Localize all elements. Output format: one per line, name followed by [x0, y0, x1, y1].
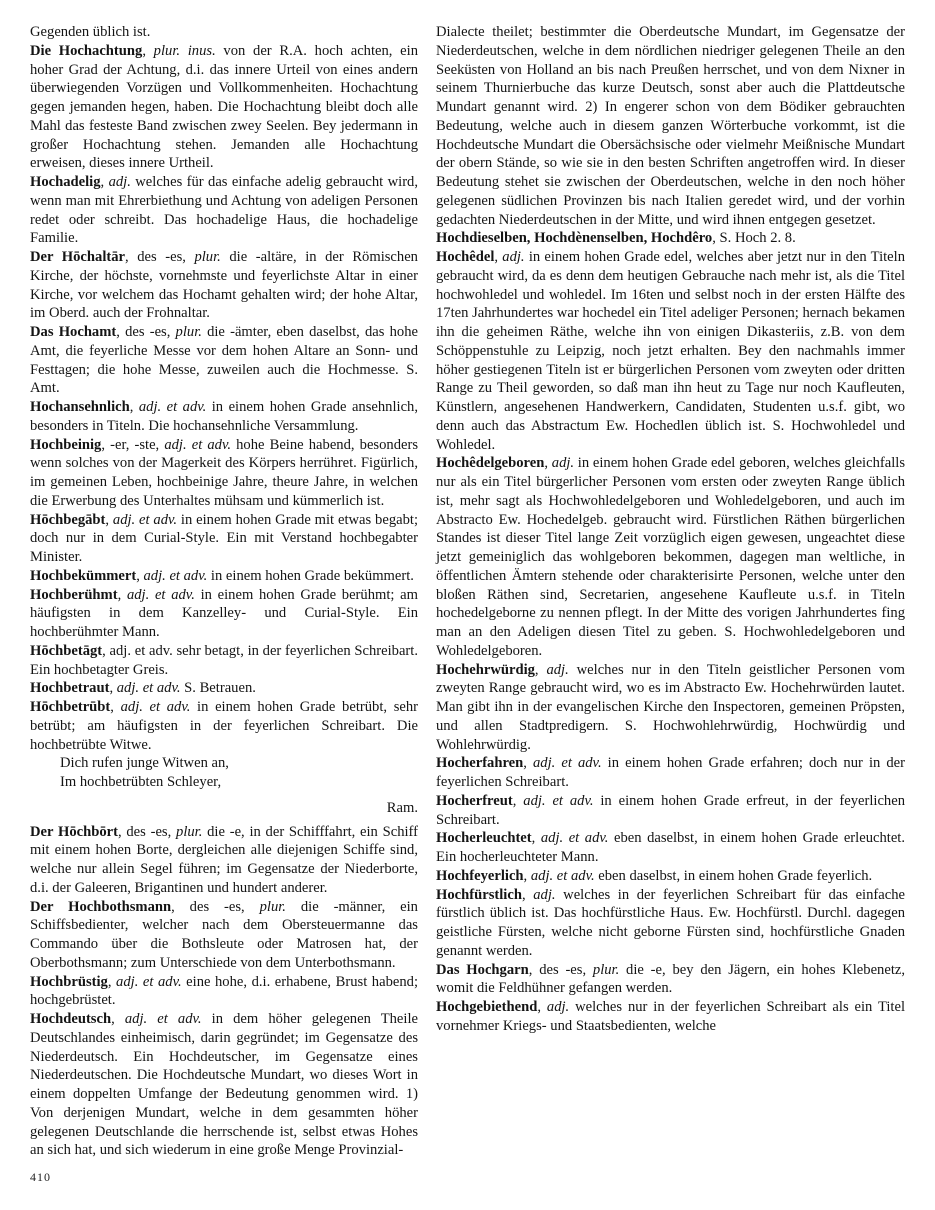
headword: Hochfürstlich [436, 886, 522, 903]
grammar-label: adj. et adv. [530, 867, 595, 884]
headword: Hochdeutsch [30, 1011, 112, 1027]
entry-text: , [142, 42, 154, 59]
dictionary-entry [30, 323, 418, 398]
dictionary-entry [436, 248, 905, 454]
entry-text: Ram. [386, 799, 418, 816]
entry-text: eine hohe, d.i. erhabene, Brust habend; hochgebrüstet. [30, 973, 418, 1009]
headword: Hochbekümmert [30, 567, 137, 584]
dictionary-entry [436, 961, 905, 999]
headword: Hōchbetrūbt [30, 699, 111, 715]
dictionary-entry [436, 454, 905, 660]
entry-text: in einem hohen Grade edel geboren, welches gleichfalls nur als ein Titel bürgerlicher Personen vom ersten oder zweyten Range üblich ist, mehr sagt als Hochwohledelgeboren und Wohledelgeboren, und auch im Abstracto Ew. Hochedelgeb. gebraucht wird. Fürstlichen Räthen bürgerlichen Standes ist dieser Titel lange Zeit vorzüglich eigen gewesen, ungeachtet diese jetzt gemeiniglich das wohlgeboren bekommen, dagegen man weltliche, in öffentlichen Ämtern stehende oder charakterisirte Personen, welche unter den bloßen Räthen sind, Secretarien, angesehene Kaufleute u.s.f. in Titeln hochedelgeborne zu nennen pflegt. In der Mitte des vorigen Jahrhundertes fing man an den Adeligen diesen Titel zu geben. S. Hochwohledelgeboren und Wohledelgeboren. [436, 455, 905, 659]
entry-text: , des -es, [117, 823, 177, 840]
grammar-label: adj. [533, 886, 556, 903]
continuation-paragraph [30, 23, 418, 42]
grammar-label: adj. et adv. [143, 567, 208, 584]
grammar-label: plur. [175, 324, 202, 340]
entry-text: , [494, 249, 503, 265]
dictionary-entry [436, 792, 905, 830]
page-number: 410 [30, 1170, 51, 1184]
dictionary-entry [30, 436, 418, 511]
text-columns [30, 23, 905, 1160]
grammar-label: plur. [259, 898, 286, 915]
entry-text: , [534, 661, 547, 678]
entry-text: in einem hohen Grade mit etwas begabt; doch nur in dem Curial-Style. Ein mit Verstand hochbegabter Minister. [30, 511, 418, 565]
entry-text: , S. Hoch 2. 8. [712, 230, 796, 247]
grammar-label: plur. [194, 249, 221, 265]
dictionary-entry [436, 661, 905, 755]
dictionary-entry [30, 42, 418, 173]
verse-line [30, 773, 418, 792]
dictionary-entry [436, 229, 905, 248]
grammar-label: adj. et adv. [138, 399, 207, 415]
verse-line [30, 754, 418, 773]
entry-text: , [523, 867, 531, 884]
headword: Die Hochachtung [30, 42, 143, 59]
headword: Der Hōchbōrt [30, 823, 118, 840]
entry-text: von der R.A. hoch achten, ein hoher Grad der Achtung, d.i. das innere Urteil von eines andern überwiegenden Vorzügen und Vollkommenheiten. Hochachtung gegen jemanden hegen, haben. Die Hochachtung bleibt doch alle Mahl das festeste Band zwischen zwey Seelen. Bey jedermann in großer Hochachtung stehen. Jemanden alle Hochachtung erweisen, dieses innere Urtheil. [30, 42, 418, 172]
entry-text: die -e, bey den Jägern, ein hohes Klebenetz, womit die Feldhühner gefangen werden. [436, 961, 905, 997]
headword: Der Hochbothsmann [30, 898, 172, 915]
verse-attribution [30, 799, 418, 818]
entry-text: Dialecte theilet; bestimmter die Oberdeutsche Mundart, im Gegensatze der Niederdeutschen, welche in dem nördlichen niedriger gelegenen Theile an den Seeküsten von Holland an bis nach Preußen herrschet, und von dem Nixner in seinem Thurnierbuche das kurze Deutsch, sonst aber auch die Plattdeutsche Mundart genannt wird. 2) In engerer schon von dem Bödiker gebrauchten Bedeutung, welche auch in diesem ganzen Wörterbuche vorkommt, ist die Hochdeutsche Mundart die Obersächsische oder vielmehr Meißnische Mundart der obern Stände, so wie sie in den besten Schriften angetroffen wird. In dieser Bedeutung stehet sie zwischen der Oberdeutschen, welche in den noch höher gelegenen südlichen Provinzen bis nach Italien geredet wird, und der vorhin gedachten Niederdeutschen in der Mitte, und wird ihnen entgegen gesetzet. [436, 24, 905, 228]
entry-text: in einem hohen Grade betrübt, sehr betrübt; am häufigsten in der feyerlichen Schreibart. Die hochbetrübte Witwe. [30, 699, 419, 753]
entry-text: , [521, 886, 534, 903]
entry-text: , [512, 792, 524, 809]
entry-text: , [105, 511, 113, 528]
dictionary-entry [30, 586, 418, 642]
entry-text: welches in der feyerlichen Schreibart für das einfache fürstlich üblich ist. Das hochfürstliche Haus. Ew. Hochfürstl. Durchl. dagegen geistliche Fürsten, welche nicht geborne Fürsten sind, hochfürstliche Gnaden genannt werden. [436, 886, 906, 959]
entry-text: , des -es, [125, 249, 195, 265]
entry-text: , [109, 680, 117, 697]
grammar-label: adj. et adv. [116, 973, 182, 990]
column-right [436, 23, 905, 1036]
entry-text: , [117, 586, 127, 603]
entry-text: , adj. et adv. sehr betagt, in der feyerlichen Schreibart. Ein hochbetagter Greis. [30, 642, 418, 678]
headword: Hochêdelgeboren [436, 455, 545, 472]
dictionary-entry [436, 998, 905, 1036]
headword: Hochehrwürdig [436, 661, 535, 678]
dictionary-entry [30, 173, 418, 248]
entry-text: in dem höher gelegenen Theile Deutschlandes einheimisch, darin gegründet; im Gegensatze des Niederdeutsch. Ein Hochdeutscher, im Gegensatze eines Niederdeutschen. Die Hochdeutsche Mundart, wo dieses Wort in einem doppelten Umfange der Bedeutung genommen wird. 1) Von derjenigen Mundart, welche in dem gesammten höher gelegenen Deutschlande die herrschende ist, selbst etwas Hohes an sich hat, und sich wiederum in eine große Menge Provinzial- [30, 1011, 418, 1159]
headword: Hochfeyerlich [436, 867, 524, 884]
headword: Das Hochamt [30, 324, 117, 340]
entry-text: Dich rufen junge Witwen an, [60, 755, 229, 772]
entry-text: welches nur in den Titeln geistlicher Personen vom zweyten Range gebraucht wird, wo es im Abstracto Ew. Hochehrwürden lautet. Man gibt ihn in der evangelischen Kirche den Inspectoren, gemeinen Pröpsten, und allen Stadtpredigern. S. Hochwohlehrwürdig, Hochwürdig und Wohlehrwürdig. [436, 661, 905, 753]
entry-text: die -altäre, in der Römischen Kirche, der höchste, vornehmste und feyerlichste Altar in einer Kirche, vor welchem das Hochamt gehalten wird; der hohe Altar, im Oberd. auch der Frohnaltar. [30, 249, 418, 322]
dictionary-entry [30, 642, 418, 680]
dictionary-entry [30, 898, 418, 973]
entry-text: die -ämter, eben daselbst, das hohe Amt, die feyerliche Messe vor dem hohen Altare an Sonn- und Festtagen; die hohe Messe, zuweilen auch die Hochmesse. S. Amt. [30, 324, 418, 397]
dictionary-entry [30, 973, 418, 1011]
entry-text: , [100, 174, 109, 190]
entry-text: , [544, 455, 552, 472]
entry-text: , [537, 999, 547, 1015]
headword: Hocherfreut [436, 792, 513, 809]
entry-text: , des -es, [116, 324, 176, 340]
entry-text: in einem hohen Grade erfreut, in der feyerlichen Schreibart. [436, 792, 906, 828]
headword: Hochdieselben, Hochdènenselben, Hochdêro [436, 230, 713, 247]
dictionary-entry [436, 886, 905, 961]
headword: Hochbeinig [30, 436, 102, 453]
grammar-label: adj. et adv. [533, 755, 602, 772]
headword: Das Hochgarn [436, 961, 529, 978]
grammar-label: adj. [546, 999, 570, 1015]
dictionary-entry [30, 567, 418, 586]
entry-text: , [129, 399, 139, 415]
entry-text: , des -es, [528, 961, 593, 978]
entry-text: hohe Beine habend, besonders wenn solches von der Magerkeit des Körpers herrühret. Figürlich, im gemeinen Leben, hochbeinige Jahre, theure Jahre, in welchen die Erwerbung des Unterhaltes mühsam und kümmerlich ist. [30, 436, 419, 509]
headword: Hochansehnlich [30, 399, 130, 415]
grammar-label: adj. [546, 661, 569, 678]
headword: Der Hōchaltār [30, 249, 126, 265]
dictionary-entry [436, 754, 905, 792]
entry-text: in einem hohen Grade edel, welches aber jetzt nur in den Titeln gebraucht wird, da es denn dem heutigen Gebrauche nach mehr ist, als die Titel hochwohledel und wohledel. Im 16ten und selbst noch in der ersten Hälfte des 17ten Jahrhundertes war hochedel ein Titel adeliger Personen; hernach bekamen ihn die geheimen Räthe, welche ihn von einigen Dikasteriis, z.B. von dem Schöppenstuhle zu Leipzig, noch jetzt erhalten. Bey den nachmahls immer höher gestiegenen Titeln ist er bürgerlichen Personen vom zweyten oder dritten Range zu Theil geworden, so daß man ihn heut zu Tage nur noch Kaufleuten, Künstlern, angesehenen Handwerkern, Candidaten, Studenten u.s.f. gibt, wo denn auch das Abstractum Ew. Hochedlen üblich ist. S. Hochwohledel und Wohledel. [436, 249, 906, 453]
dictionary-entry [30, 823, 418, 898]
entry-text: , -er, -ste, [101, 436, 165, 453]
grammar-label: adj. et adv. [112, 511, 178, 528]
dictionary-entry [30, 398, 418, 436]
entry-text: , des -es, [171, 898, 260, 915]
grammar-label: adj. et adv. [164, 436, 232, 453]
grammar-label: plur. [176, 823, 203, 840]
dictionary-entry [30, 679, 418, 698]
entry-text: in einem hohen Grade bekümmert. [207, 567, 414, 584]
headword: Hochbrüstig [30, 973, 108, 990]
grammar-label: adj. et adv. [116, 680, 181, 697]
grammar-label: adj. [108, 174, 131, 190]
entry-text: die -männer, ein Schiffsbedienter, welcher nach dem Obersteuermanne das Commando über die Bothsleute oder Matrosen hat, der Oberbothsmann; zum Unterschiede von dem Unterbothsmann. [30, 898, 418, 971]
entry-text: die -e, in der Schifffahrt, ein Schiff mit einem hohen Borte, dergleichen alle diejenigen Schiffe sind, welche nur allein Segel führen; im Gegensatze der Niederborte, d.i. der Galeeren, Brigantinen und hundert anderer. [30, 823, 419, 896]
headword: Hochbetraut [30, 680, 110, 697]
entry-text: welches nur in der feyerlichen Schreibart als ein Titel vornehmer Kriegs- und Staatsbedienten, welche [436, 999, 905, 1034]
dictionary-entry [30, 698, 418, 754]
entry-text: , [136, 567, 144, 584]
grammar-label: adj. et adv. [124, 1011, 202, 1027]
dictionary-entry [30, 511, 418, 567]
continuation-paragraph [436, 23, 905, 229]
entry-text: Im hochbetrübten Schleyer, [60, 774, 222, 790]
grammar-label: adj. [502, 249, 525, 265]
entry-text: , [107, 973, 117, 990]
page-footer [30, 1168, 905, 1186]
headword: Hocherfahren [436, 755, 524, 772]
entry-text: , [110, 699, 121, 715]
grammar-label: adj. et adv. [126, 586, 195, 603]
dictionary-entry [436, 829, 905, 867]
headword: Hochêdel [436, 249, 495, 265]
headword: Hochadelig [30, 174, 101, 190]
headword: Hōchbegābt [30, 511, 106, 528]
headword: Hochberühmt [30, 586, 118, 603]
column-left [30, 23, 418, 1160]
dictionary-entry [30, 1010, 418, 1160]
entry-text: , [531, 830, 541, 847]
entry-text: eben daselbst, in einem hohen Grade erleuchtet. Ein hocherleuchteter Mann. [436, 830, 905, 865]
grammar-label: adj. et adv. [523, 792, 594, 809]
grammar-label: plur. [592, 961, 620, 978]
entry-text: in einem hohen Grade erfahren; doch nur in der feyerlichen Schreibart. [436, 755, 905, 790]
entry-text: , [111, 1011, 125, 1027]
headword: Hocherleuchtet [436, 830, 532, 847]
entry-text: , [523, 755, 533, 772]
grammar-label: adj. [551, 455, 575, 472]
headword: Hōchbetāgt [30, 642, 103, 659]
grammar-label: adj. et adv. [540, 830, 609, 847]
dictionary-entry [436, 867, 905, 886]
entry-text: in einem hohen Grade ansehnlich, besonders in Titeln. Die hochansehnliche Versammlung. [30, 399, 419, 434]
entry-text: eben daselbst, in einem hohen Grade feyerlich. [594, 867, 873, 884]
grammar-label: plur. inus. [153, 42, 216, 59]
entry-text: S. Betrauen. [180, 680, 256, 697]
headword: Hochgebiethend [436, 999, 538, 1015]
entry-text: in einem hohen Grade berühmt; am häufigsten in dem Kanzelley- und Curial-Style. Ein hochberühmter Mann. [30, 586, 419, 640]
entry-text: welches für das einfache adelig gebraucht wird, wenn man mit Ehrerbiethung und Achtung von adeligen Personen redet oder schreibt. Das hochadelige Haus, die hochadelige Familie. [30, 174, 418, 247]
dictionary-entry [30, 248, 418, 323]
entry-text: Gegenden üblich ist. [30, 24, 151, 40]
grammar-label: adj. et adv. [120, 699, 191, 715]
